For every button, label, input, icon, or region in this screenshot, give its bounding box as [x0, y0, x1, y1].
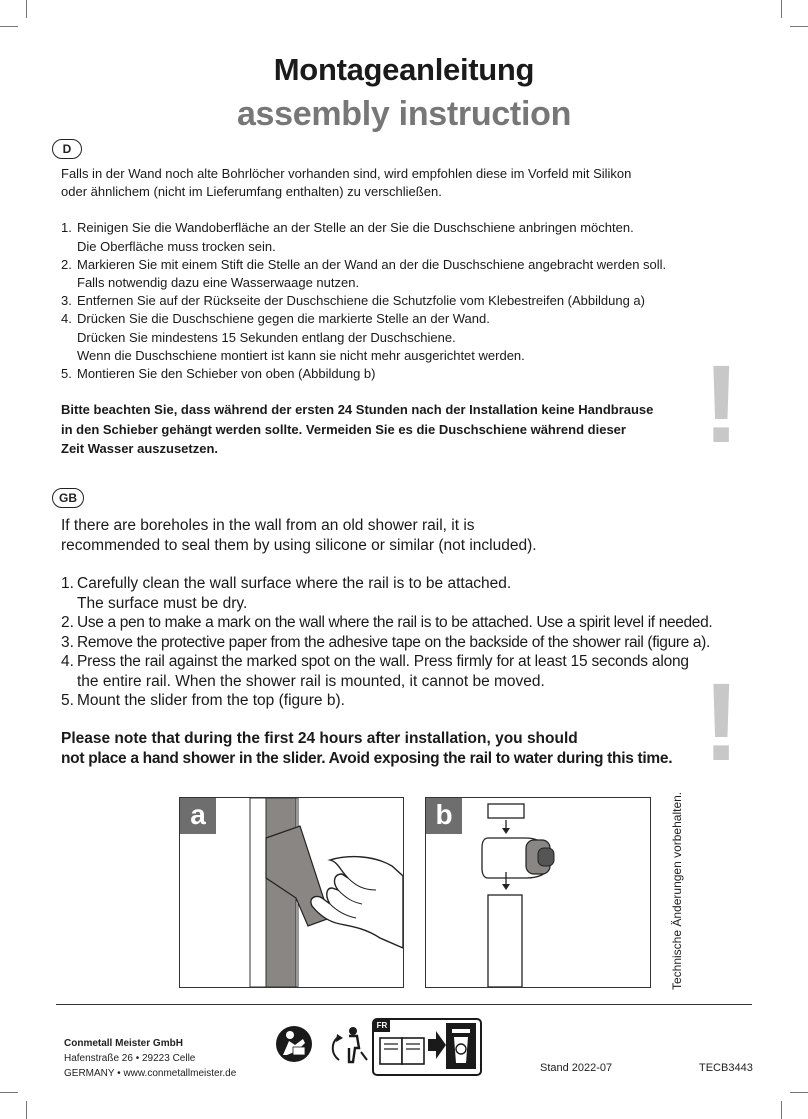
list-item: 2. Use a pen to make a mark on the wall where the rail is to be attached. Use a spirit level if needed.: [61, 614, 713, 631]
technical-changes-note: Technische Änderungen vorbehalten.: [670, 791, 684, 990]
read-manual-icon: [275, 1025, 313, 1063]
gb-warning-note: Please note that during the first 24 hours after installation, you should not place a hand shower in the slider. Avoid exposing the rail to water during this time.: [61, 729, 673, 767]
footer-divider: [56, 1004, 752, 1005]
language-badge-gb: GB: [52, 488, 84, 508]
list-item: 4. Press the rail against the marked spot on the wall. Press firmly for at least 15 seconds along the entire rail. When the shower rail is mounted, it cannot be moved.: [61, 653, 689, 690]
gb-intro: If there are boreholes in the wall from an old shower rail, it is recommended to seal them by using silicone or similar (not included).: [61, 517, 537, 554]
company-address: [64, 1036, 236, 1081]
address-line: Hafenstraße 26 • 29223 Celle: [64, 1053, 196, 1064]
figure-a-label: a: [180, 798, 216, 834]
recycle-country-badge: FR: [374, 1020, 390, 1032]
list-item: 3. Remove the protective paper from the adhesive tape on the backside of the shower rail (figure a).: [61, 633, 710, 651]
crop-mark: [781, 0, 782, 18]
crop-mark: [26, 0, 27, 18]
figure-b-label: b: [426, 798, 462, 834]
rail-end-cap: [488, 804, 524, 818]
de-steps: [61, 219, 741, 383]
crop-mark: [781, 1101, 782, 1119]
page-title: Montageanleitung: [273, 52, 535, 87]
recycle-person-icon: [327, 1024, 369, 1064]
document-code: TECB3443: [699, 1062, 753, 1074]
crop-mark: [790, 26, 808, 27]
list-item: 4. Drücken Sie die Duschschiene gegen die markierte Stelle an der Wand. Drücken Sie mindestens 15 Sekunden entlang der Duschschiene. Wenn die Duschschiene montiert ist kann sie nicht mehr ausgerichtet werden.: [61, 311, 525, 363]
de-intro: Falls in der Wand noch alte Bohrlöcher vorhanden sind, wird empfohlen diese im Vorfeld mit Silikon oder ähnlichem (nicht im Lieferumfang enthalten) zu verschließen.: [61, 166, 632, 200]
revision-date: Stand 2022-07: [540, 1062, 613, 1074]
list-item: 3. Entfernen Sie auf der Rückseite der Duschschiene die Schutzfolie vom Klebestreifen (Abbildung a): [61, 293, 645, 309]
crop-mark: [790, 1092, 808, 1093]
crop-mark: [0, 1092, 18, 1093]
de-warning-note: Bitte beachten Sie, dass während der ersten 24 Stunden nach der Installation keine Handbrause in den Schieber gehängt werden sollte. Vermeiden Sie es die Duschschiene während dieser Zeit Wasser auszusetzen.: [61, 402, 654, 457]
figure-a: [179, 797, 404, 988]
triman-recycling-label: [372, 1018, 482, 1076]
list-item: 5. Montieren Sie den Schieber von oben (Abbildung b): [61, 366, 376, 382]
mounted-rail: [488, 895, 522, 987]
de-section: [61, 165, 741, 466]
crop-mark: [26, 1101, 27, 1119]
country-web-line: GERMANY • www.conmetallmeister.de: [64, 1068, 237, 1079]
page-subtitle: assembly instruction: [236, 95, 572, 133]
list-item: 2. Markieren Sie mit einem Stift die Stelle an der Wand an der die Duschschiene angebracht werden soll. Falls notwendig dazu eine Wasserwaage nutzen.: [61, 256, 667, 291]
list-item: 1. Reinigen Sie die Wandoberfläche an der Stelle an der Sie die Duschschiene anbringen möchten. Die Oberfläche muss trocken sein.: [61, 220, 634, 254]
gb-section: [61, 516, 751, 769]
paper-booklet-icon: [378, 1034, 428, 1070]
warning-exclamation-gb: !: [703, 661, 740, 784]
crop-mark: [0, 26, 18, 27]
figure-b: [425, 797, 651, 988]
company-name: Conmetall Meister GmbH: [64, 1038, 183, 1049]
list-item: 1. Carefully clean the wall surface where the rail is to be attached. The surface must be dry.: [61, 575, 512, 612]
arrow-to-bin-icon: [428, 1021, 478, 1071]
gb-steps: [61, 574, 751, 711]
language-badge-de: D: [52, 139, 82, 159]
list-item: 5. Mount the slider from the top (figure b).: [61, 692, 345, 709]
warning-exclamation-de: !: [703, 343, 740, 466]
